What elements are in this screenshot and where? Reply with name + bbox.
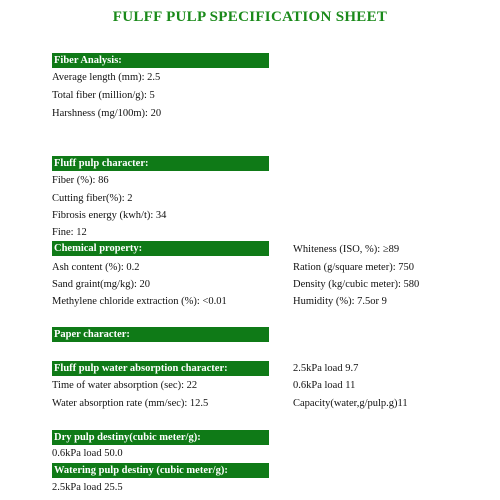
fiber-total: Total fiber (million/g): 5 xyxy=(52,90,155,101)
chem-methylene-chloride: Methylene chloride extraction (%): <0.01 xyxy=(52,296,227,307)
section-header-fiber-analysis: Fiber Analysis: xyxy=(52,53,269,68)
chem-humidity: Humidity (%): 7.5or 9 xyxy=(293,296,387,307)
fluff-cutting-fiber: Cutting fiber(%): 2 xyxy=(52,193,133,204)
chem-whiteness: Whiteness (ISO, %): ≥89 xyxy=(293,244,400,255)
section-header-chemical-property: Chemical property: xyxy=(52,241,269,256)
sheet-title: FULFF PULP SPECIFICATION SHEET xyxy=(112,9,388,25)
section-header-dry-pulp-destiny: Dry pulp destiny(cubic meter/g): xyxy=(52,430,269,445)
dry-pulp-load: 0.6kPa load 50.0 xyxy=(52,448,123,459)
chem-density: Density (kg/cubic meter): 580 xyxy=(293,279,420,290)
fiber-harshness: Harshness (mg/100m): 20 xyxy=(52,108,162,119)
section-header-water-absorption: Fluff pulp water absorption character: xyxy=(52,361,269,376)
watering-pulp-load: 2.5kPa load 25.5 xyxy=(52,482,123,493)
chem-ash-content: Ash content (%): 0.2 xyxy=(52,262,140,273)
fiber-average-length: Average length (mm): 2.5 xyxy=(52,72,161,83)
chem-ration: Ration (g/square meter): 750 xyxy=(293,262,415,273)
water-load-0-6kpa: 0.6kPa load 11 xyxy=(293,380,356,391)
section-header-paper-character: Paper character: xyxy=(52,327,269,342)
water-capacity: Capacity(water,g/pulp.g)11 xyxy=(293,398,408,409)
fluff-fibrosis-energy: Fibrosis energy (kwh/t): 34 xyxy=(52,210,167,221)
water-load-2-5kpa: 2.5kPa load 9.7 xyxy=(293,363,359,374)
water-absorption-time: Time of water absorption (sec): 22 xyxy=(52,380,198,391)
section-header-watering-pulp-destiny: Watering pulp destiny (cubic meter/g): xyxy=(52,463,269,478)
water-absorption-rate: Water absorption rate (mm/sec): 12.5 xyxy=(52,398,209,409)
section-header-fluff-pulp-character: Fluff pulp character: xyxy=(52,156,269,171)
fluff-fiber: Fiber (%): 86 xyxy=(52,175,109,186)
chem-sand-graint: Sand graint(mg/kg): 20 xyxy=(52,279,150,290)
fluff-fine: Fine: 12 xyxy=(52,227,87,238)
